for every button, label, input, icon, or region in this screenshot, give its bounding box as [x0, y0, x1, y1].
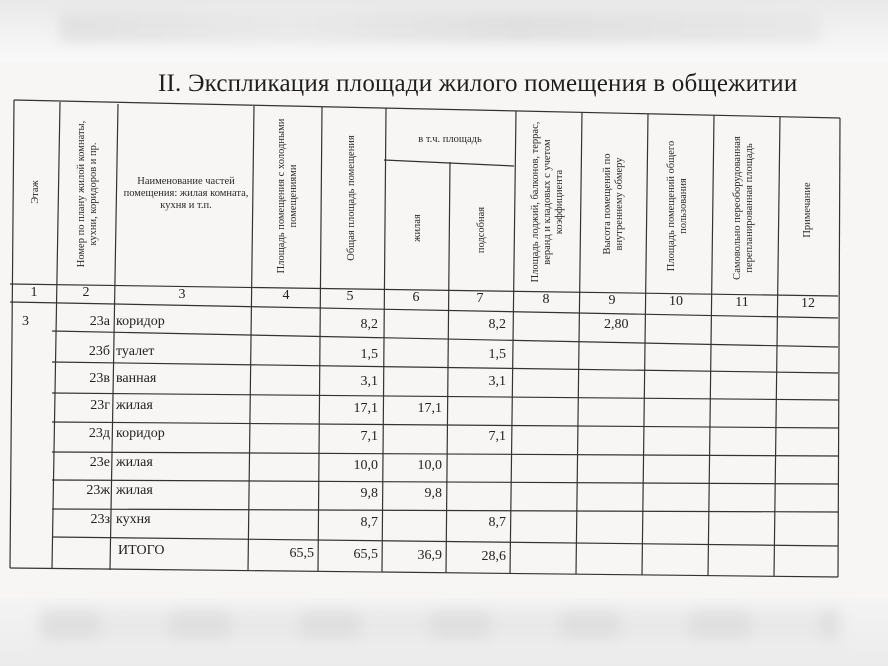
header-common-area: Площадь помещений общего пользования	[666, 140, 689, 272]
cell-auxiliary: 3,1	[488, 374, 506, 389]
cell-total-area: 8,7	[360, 515, 378, 530]
cell-living: 9,8	[424, 486, 442, 501]
column-number-3: 3	[178, 287, 186, 302]
cell-auxiliary: 8,7	[488, 515, 506, 530]
column-number-11: 11	[735, 295, 749, 310]
total-auxiliary: 28,6	[481, 549, 506, 564]
total-area-cold: 65,5	[289, 546, 314, 561]
cell-room-number: 23а	[89, 314, 110, 329]
header-total-area: Общая площадь помещения	[346, 135, 357, 261]
cell-part-name: жилая	[116, 398, 153, 413]
cell-auxiliary: 7,1	[488, 429, 506, 444]
header-living: жилая	[412, 214, 423, 242]
cell-auxiliary: 8,2	[488, 317, 506, 332]
header-area-cold: Площадь помещения с холодными помещениями	[276, 118, 299, 274]
header-floor: Этаж	[30, 180, 41, 204]
cell-room-number: 23д	[88, 426, 110, 441]
cell-part-name: кухня	[116, 512, 151, 527]
cell-part-name: коридор	[116, 314, 165, 329]
header-note: Примечание	[802, 182, 813, 238]
cell-living: 10,0	[417, 458, 442, 473]
header-auxiliary: подсобная	[476, 206, 487, 254]
header-height: Высота помещений по внутреннему обмеру	[602, 153, 625, 255]
column-number-9: 9	[608, 293, 616, 308]
column-number-12: 12	[801, 296, 815, 311]
document-title: II. Экспликация площади жилого помещения в общежитии	[158, 70, 798, 97]
cell-total-area: 3,1	[360, 374, 378, 389]
column-number-2: 2	[82, 285, 90, 300]
cell-room-number: 23б	[88, 344, 110, 359]
total-living: 36,9	[417, 548, 442, 563]
cell-part-name: ванная	[116, 371, 157, 386]
cell-floor: 3	[22, 314, 29, 329]
cell-room-number: 23г	[90, 398, 110, 413]
cell-room-number: 23е	[89, 455, 110, 470]
cell-room-number: 23ж	[86, 483, 110, 498]
cell-total-area: 7,1	[360, 429, 378, 444]
column-number-6: 6	[412, 290, 420, 305]
cell-part-name: коридор	[116, 426, 165, 441]
cell-total-area: 10,0	[353, 458, 378, 473]
cell-living: 17,1	[417, 401, 442, 416]
cell-room-number: 23в	[89, 371, 110, 386]
cell-total-area: 17,1	[353, 401, 378, 416]
cell-auxiliary: 1,5	[488, 347, 506, 362]
column-number-5: 5	[346, 289, 354, 304]
total-label: ИТОГО	[118, 543, 165, 558]
total-total-area: 65,5	[353, 547, 378, 562]
cell-total-area: 1,5	[360, 347, 378, 362]
column-number-10: 10	[669, 294, 683, 309]
column-number-8: 8	[542, 292, 550, 307]
column-number-7: 7	[476, 291, 484, 306]
cell-part-name: жилая	[116, 483, 153, 498]
cell-room-number: 23з	[90, 512, 110, 527]
header-balcony-area: Площадь лоджий, балконов, террас, веранд и кладовых с учетом коэффициента	[530, 121, 565, 283]
header-replanned: Самовольно переоборудованная перепланированная площадь	[732, 136, 755, 280]
header-incl-area: в т.ч. площадь	[418, 134, 482, 145]
cell-height: 2,80	[604, 317, 629, 332]
cell-total-area: 8,2	[360, 317, 378, 332]
header-room-number: Номер по плану жилой комнаты, кухни, коридоров и пр.	[76, 120, 99, 268]
cell-part-name: жилая	[116, 455, 153, 470]
cell-part-name: туалет	[116, 344, 155, 359]
column-number-4: 4	[282, 288, 290, 303]
header-part-name: Наименование частей помещения: жилая комната, кухня и т.п.	[123, 176, 249, 211]
cell-total-area: 9,8	[360, 486, 378, 501]
column-number-1: 1	[30, 285, 38, 300]
